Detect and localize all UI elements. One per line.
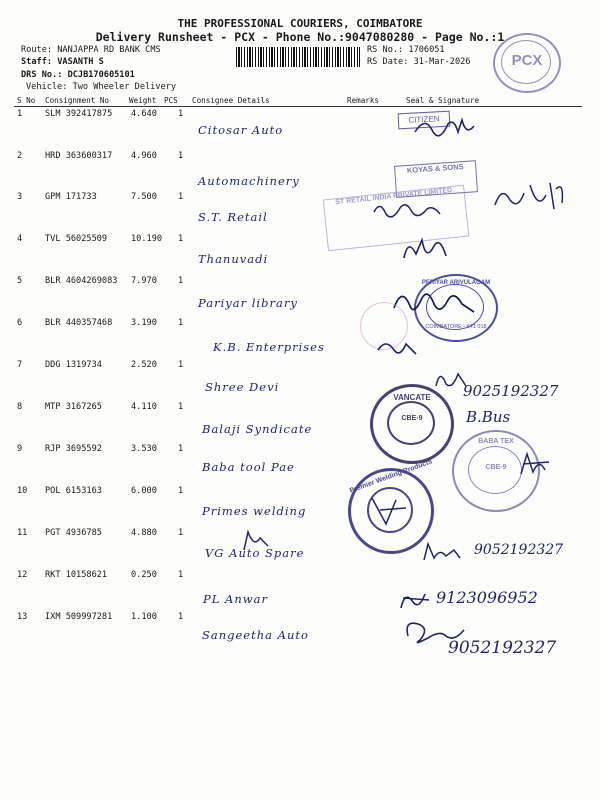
row-consignment: BLR 4604269083 [45,276,118,286]
row-weight: 4.640 [131,109,157,119]
col-pcs: PCS [164,96,178,105]
baba-tex-stamp-text: BABA TEX [478,438,514,445]
row-weight: 4.880 [131,528,157,538]
row-pcs: 1 [178,318,184,328]
row-consignment: BLR 440357468 [45,318,113,328]
drs-number: DRS No.: DCJB170605101 [21,70,135,80]
row-sno: 2 [17,151,23,161]
row-consignment: HRD 363600317 [45,151,113,161]
signature-row12 [395,586,435,614]
row-pcs: 1 [178,612,184,622]
table-row [0,276,600,317]
row-pcs: 1 [178,360,184,370]
signature-row1 [410,112,480,142]
row-consignee: Thanuvadi [198,252,269,266]
row-sno: 9 [17,444,23,454]
row-consignment: IXM 509997281 [45,612,113,622]
row-pcs: 1 [178,276,184,286]
row-consignee: Balaji Syndicate [202,422,313,436]
row-sno: 4 [17,234,23,244]
rs-date: RS Date: 31-Mar-2026 [367,57,471,67]
row-sno: 1 [17,109,23,119]
row-sno: 8 [17,402,23,412]
row-consignee: Sangeetha Auto [202,628,309,642]
st-retail-stamp-text: ST RETAIL INDIA PRIVATE LIMITED [334,186,453,207]
route: Route: NANJAPPA RD BANK CMS [21,45,161,55]
baba-tex-stamp-cbe: CBE-9 [485,464,507,471]
row-sno: 12 [17,570,28,580]
signature-row11 [238,528,278,554]
row-pcs: 1 [178,234,184,244]
signature-row10 [366,490,416,530]
row-consignee: Citosar Auto [198,123,284,137]
row-consignment: MTP 3167265 [45,402,102,412]
row-consignment: RKT 10158621 [45,570,108,580]
row-sno: 6 [17,318,23,328]
vehicle: Vehicle: Two Wheeler Delivery [26,82,177,92]
row-sno: 5 [17,276,23,286]
row-pcs: 1 [178,402,184,412]
row-consignee: Pariyar library [198,296,298,310]
row-sno: 11 [17,528,28,538]
col-consignment: Consignment No [45,96,110,105]
barcode [236,47,360,67]
row-consignment: TVL 56025509 [45,234,108,244]
row-weight: 6.000 [131,486,157,496]
row-consignee: Automachinery [198,174,300,188]
row-sno: 13 [17,612,28,622]
table-row [0,109,600,150]
row-consignee: Baba tool Pae [202,460,295,474]
row-sno: 10 [17,486,28,496]
row-pcs: 1 [178,109,184,119]
row-consignment: GPM 171733 [45,192,97,202]
row-pcs: 1 [178,192,184,202]
row-weight: 3.190 [131,318,157,328]
row-consignee: VG Auto Spare [205,546,305,560]
row-pcs: 1 [178,528,184,538]
vancate-stamp-text: VANCATE [393,393,431,402]
premier-welding-stamp-text: Premier Welding Products [348,458,434,495]
col-sno: S No [17,96,36,105]
row-weight: 4.960 [131,151,157,161]
row-pcs: 1 [178,444,184,454]
header-divider [14,106,582,107]
phone-row11: 9052192327 [474,542,564,558]
periyar-stamp-city: COIMBATORE - 641 018 [425,324,487,330]
company-name: THE PROFESSIONAL COURIERS, COIMBATORE [177,17,423,30]
row-weight: 0.250 [131,570,157,580]
row-consignment: POL 6153163 [45,486,102,496]
row-consignee: K.B. Enterprises [213,340,325,354]
row-weight: 7.970 [131,276,157,286]
table-row [0,318,600,359]
rs-number: RS No.: 1706051 [367,45,445,55]
row-consignee: Shree Devi [205,380,280,394]
phone-row12: 9123096952 [436,588,538,607]
koyas-stamp-text: KOYAS & SONS [406,162,464,175]
signature-row11-right [420,540,480,564]
row-weight: 1.100 [131,612,157,622]
pcx-stamp [493,33,561,93]
signature-row6 [372,330,432,360]
row-sno: 3 [17,192,23,202]
row-weight: 3.530 [131,444,157,454]
periyar-stamp-text: PERIYAR ARIVULAGAM [421,280,491,286]
row-weight: 10.190 [131,234,163,244]
staff: Staff: VASANTH S [21,57,104,67]
row-weight: 7.500 [131,192,157,202]
row-pcs: 1 [178,570,184,580]
row-sno: 7 [17,360,23,370]
signature-row3 [370,196,450,226]
table-row [0,234,600,275]
vancate-stamp-cbe: CBE-9 [401,415,423,422]
row-consignment: PGT 4936785 [45,528,102,538]
row-consignee: S.T. Retail [198,210,268,224]
runsheet-title: Delivery Runsheet - PCX - Phone No.:9047080280 - Page No.:1 [95,30,505,44]
signature-row2 [490,175,570,215]
row-consignee: PL Anwar [203,592,268,606]
phone-row13: 9052192327 [448,638,557,658]
col-consignee: Consignee Details [192,96,270,105]
col-weight: Weight [129,96,157,105]
name-row8: B.Bus [466,408,511,426]
signature-row4 [398,232,458,266]
phone-row7: 9025192327 [463,382,559,400]
row-pcs: 1 [178,151,184,161]
row-consignment: SLM 392417875 [45,109,113,119]
row-consignment: RJP 3695592 [45,444,102,454]
row-weight: 4.110 [131,402,157,412]
vancate-stamp [370,384,454,464]
row-consignment: DDG 1319734 [45,360,102,370]
row-pcs: 1 [178,486,184,496]
col-signature: Seal & Signature [406,96,480,105]
row-consignee: Primes welding [202,504,307,518]
row-weight: 2.520 [131,360,157,370]
signature-row9 [515,450,555,480]
citizen-stamp-text: CITIZEN [408,114,440,125]
col-remarks: Remarks [347,96,380,105]
pcx-stamp-text: PCX [511,52,543,69]
